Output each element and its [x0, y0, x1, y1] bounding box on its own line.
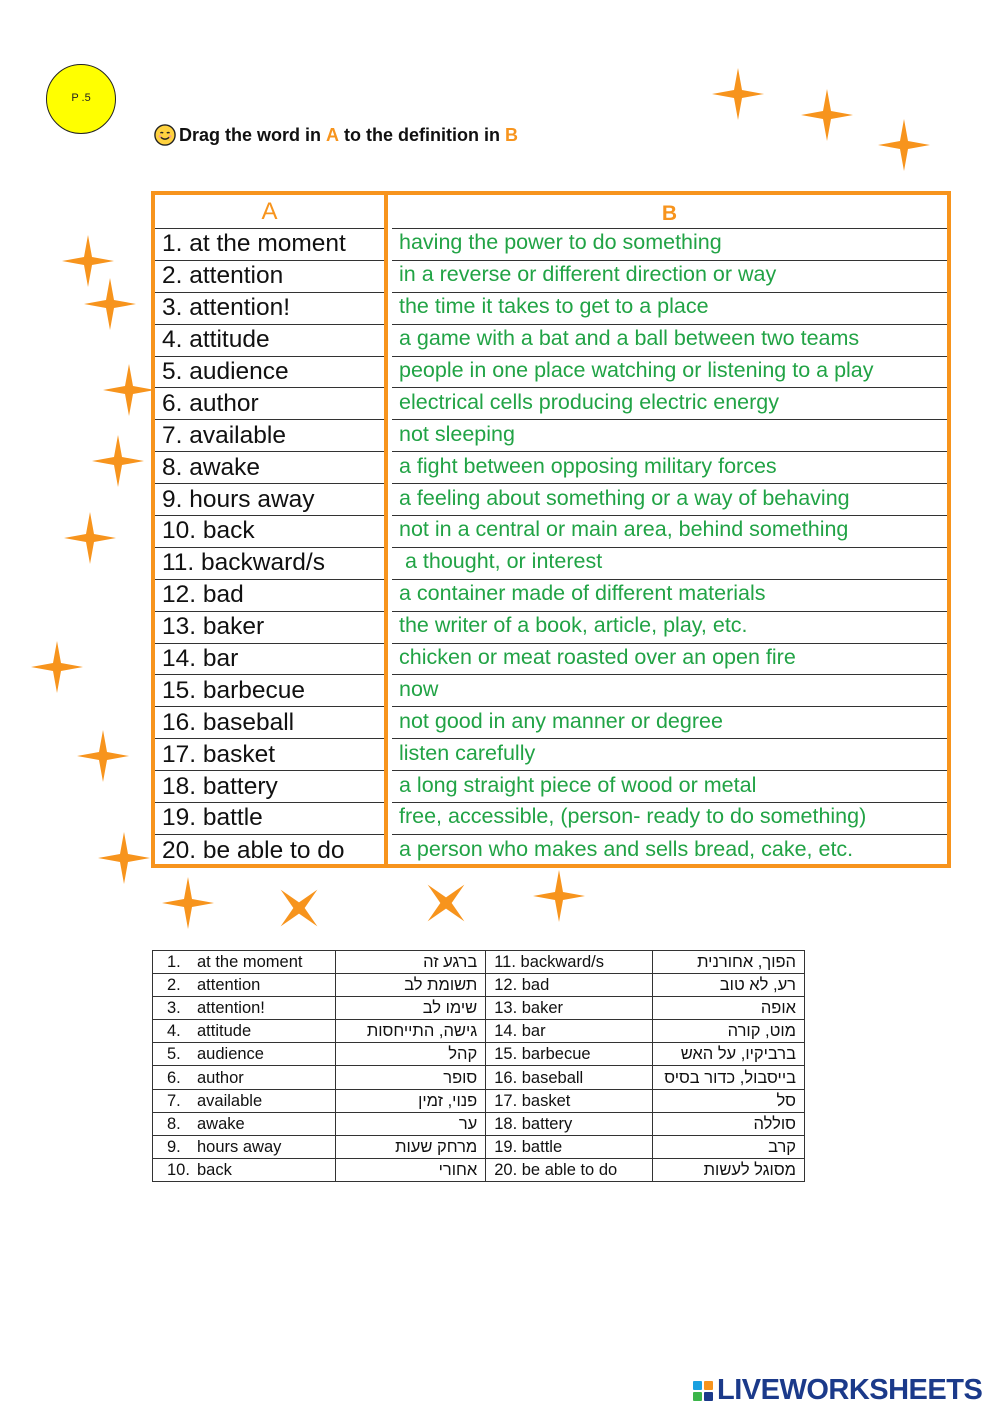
instruction-heading — [154, 124, 518, 146]
item-number: 10. — [167, 1160, 190, 1179]
word-item[interactable]: 9. hours away — [155, 484, 384, 516]
hebrew-translation: סוללה — [652, 1112, 804, 1135]
definition-drop-target[interactable]: people in one place watching or listening to a play — [392, 357, 947, 389]
table-row — [153, 997, 805, 1020]
definition-drop-target[interactable]: a feeling about something or a way of behaving — [392, 484, 947, 516]
english-word-cell — [153, 1158, 336, 1181]
definition-drop-target[interactable]: the time it takes to get to a place — [392, 293, 947, 325]
item-number: 2. — [167, 976, 181, 995]
english-word: author — [197, 1068, 244, 1087]
definition-drop-target[interactable]: a container made of different materials — [392, 580, 947, 612]
english-word: 20. be able to do — [486, 1158, 652, 1181]
hebrew-translation: מוט, קורה — [652, 1020, 804, 1043]
table-row — [153, 951, 805, 974]
english-word: 14. bar — [486, 1020, 652, 1043]
definition-drop-target[interactable]: a long straight piece of wood or metal — [392, 771, 947, 803]
english-word-cell — [153, 1066, 336, 1089]
definition-drop-target[interactable]: not in a central or main area, behind something — [392, 516, 947, 548]
matching-table — [151, 191, 951, 868]
table-row — [153, 1135, 805, 1158]
hebrew-translation: רע, לא טוב — [652, 974, 804, 997]
sparkle-star-icon — [273, 882, 325, 934]
english-word: available — [197, 1091, 263, 1110]
word-item[interactable]: 5. audience — [155, 357, 384, 389]
hebrew-translation: מסוגל לעשות — [652, 1158, 804, 1181]
word-item[interactable]: 3. attention! — [155, 293, 384, 325]
instruction-text-2: to the definition in — [339, 124, 505, 145]
sparkle-star-icon — [103, 364, 155, 416]
page-number-label: P .5 — [71, 92, 91, 104]
sparkle-star-icon — [84, 278, 136, 330]
liveworksheets-logo-icon — [693, 1381, 713, 1401]
word-item[interactable]: 6. author — [155, 388, 384, 420]
definition-drop-target[interactable]: a thought, or interest — [392, 548, 947, 580]
definition-drop-target[interactable]: a person who makes and sells bread, cake, etc. — [399, 836, 854, 861]
hebrew-translation: מרחק שעות — [335, 1135, 486, 1158]
english-word-cell — [153, 997, 336, 1020]
table-row — [153, 1089, 805, 1112]
sparkle-star-icon — [712, 68, 764, 120]
table-row — [153, 1066, 805, 1089]
liveworksheets-logo[interactable] — [693, 1374, 982, 1407]
word-item[interactable]: 19. battle — [155, 803, 384, 835]
sparkle-star-icon — [533, 870, 585, 922]
hebrew-translation: אופה — [652, 997, 804, 1020]
column-a-header: A — [155, 195, 384, 229]
english-word: 13. baker — [486, 997, 652, 1020]
hebrew-translation: קהל — [335, 1043, 486, 1066]
definition-drop-target[interactable]: not sleeping — [392, 420, 947, 452]
hebrew-translation: ברגע זה — [335, 951, 486, 974]
hebrew-translation: תשומת לב — [335, 974, 486, 997]
definition-drop-target[interactable]: listen carefully — [392, 739, 947, 771]
word-item[interactable]: 4. attitude — [155, 325, 384, 357]
instruction-letter-b: B — [505, 124, 518, 145]
vocabulary-table — [152, 950, 805, 1182]
english-word: back — [197, 1160, 232, 1179]
word-item[interactable]: 17. basket — [155, 739, 384, 771]
sparkle-star-icon — [64, 512, 116, 564]
english-word-cell — [153, 974, 336, 997]
english-word-cell — [153, 951, 336, 974]
page-number-badge — [46, 64, 116, 134]
word-item[interactable]: 15. barbecue — [155, 675, 384, 707]
item-number: 8. — [167, 1114, 181, 1133]
sparkle-star-icon — [92, 435, 144, 487]
english-word: awake — [197, 1114, 245, 1133]
table-row — [153, 1043, 805, 1066]
word-item[interactable]: 12. bad — [155, 580, 384, 612]
hebrew-translation: סופר — [335, 1066, 486, 1089]
instruction-letter-a: A — [326, 124, 340, 145]
definition-drop-target[interactable]: a fight between opposing military forces — [392, 452, 947, 484]
definition-drop-target[interactable]: a game with a bat and a ball between two teams — [392, 325, 947, 357]
word-item[interactable]: 8. awake — [155, 452, 384, 484]
sparkle-star-icon — [878, 119, 930, 171]
smiley-icon — [154, 124, 176, 146]
definition-drop-target[interactable]: chicken or meat roasted over an open fire — [392, 644, 947, 676]
english-word: 18. battery — [486, 1112, 652, 1135]
word-item[interactable]: 13. baker — [155, 612, 384, 644]
english-word-cell — [153, 1089, 336, 1112]
word-item[interactable]: 11. backward/s — [155, 548, 384, 580]
word-item[interactable]: 7. available — [155, 420, 384, 452]
word-item[interactable]: 16. baseball — [155, 707, 384, 739]
english-word: 16. baseball — [486, 1066, 652, 1089]
english-word: 12. bad — [486, 974, 652, 997]
sparkle-star-icon — [420, 877, 472, 929]
definition-drop-target[interactable]: in a reverse or different direction or way — [392, 261, 947, 293]
english-word: attention — [197, 976, 261, 995]
english-word: 15. barbecue — [486, 1043, 652, 1066]
hebrew-translation: סל — [652, 1089, 804, 1112]
item-number: 6. — [167, 1068, 181, 1087]
sparkle-star-icon — [801, 89, 853, 141]
hebrew-translation: הפוך, אחורנית — [652, 951, 804, 974]
definition-drop-target[interactable]: now — [392, 675, 947, 707]
item-number: 1. — [167, 953, 181, 972]
hebrew-translation: שימו לב — [335, 997, 486, 1020]
english-word: at the moment — [197, 953, 303, 972]
english-word: 17. basket — [486, 1089, 652, 1112]
hebrew-translation: גישה, התייחסות — [335, 1020, 486, 1043]
word-item[interactable]: 20. be able to do — [162, 836, 345, 864]
english-word-cell — [153, 1135, 336, 1158]
table-row — [153, 1020, 805, 1043]
item-number: 3. — [167, 999, 181, 1018]
word-item[interactable]: 1. at the moment — [155, 229, 384, 261]
word-item[interactable]: 18. battery — [155, 771, 384, 803]
word-item[interactable]: 14. bar — [155, 644, 384, 676]
instruction-text-1: Drag the word in — [179, 124, 327, 145]
item-number: 9. — [167, 1137, 181, 1156]
definition-drop-target[interactable]: the writer of a book, article, play, etc. — [392, 612, 947, 644]
english-word: 11. backward/s — [486, 951, 652, 974]
english-word: attitude — [197, 1022, 252, 1041]
hebrew-translation: בייסבול, כדור בסיס — [652, 1066, 804, 1089]
logo-text: LIVEWORKSHEETS — [717, 1374, 983, 1406]
hebrew-translation: ער — [335, 1112, 486, 1135]
column-b-header: B — [392, 195, 947, 229]
english-word: attention! — [197, 999, 265, 1018]
english-word: audience — [197, 1045, 264, 1064]
definition-drop-target[interactable]: not good in any manner or degree — [392, 707, 947, 739]
definition-drop-target[interactable]: free, accessible, (person- ready to do something) — [392, 803, 947, 835]
english-word: hours away — [197, 1137, 282, 1156]
word-item[interactable]: 10. back — [155, 516, 384, 548]
hebrew-translation: ברביקיו, על האש — [652, 1043, 804, 1066]
sparkle-star-icon — [98, 832, 150, 884]
english-word-cell — [153, 1043, 336, 1066]
table-row — [153, 1158, 805, 1181]
column-b — [392, 195, 947, 864]
definition-drop-target[interactable]: electrical cells producing electric energy — [392, 388, 947, 420]
column-a — [155, 195, 388, 864]
table-row — [153, 1112, 805, 1135]
definition-drop-target[interactable]: having the power to do something — [392, 229, 947, 261]
hebrew-translation: קרב — [652, 1135, 804, 1158]
hebrew-translation: פנוי, זמין — [335, 1089, 486, 1112]
item-number: 7. — [167, 1091, 181, 1110]
english-word-cell — [153, 1020, 336, 1043]
sparkle-star-icon — [77, 730, 129, 782]
sparkle-star-icon — [31, 641, 83, 693]
table-row — [153, 974, 805, 997]
item-number: 4. — [167, 1022, 181, 1041]
hebrew-translation: אחורי — [335, 1158, 486, 1181]
english-word-cell — [153, 1112, 336, 1135]
word-item[interactable]: 2. attention — [155, 261, 384, 293]
sparkle-star-icon — [162, 877, 214, 929]
english-word: 19. battle — [486, 1135, 652, 1158]
item-number: 5. — [167, 1045, 181, 1064]
